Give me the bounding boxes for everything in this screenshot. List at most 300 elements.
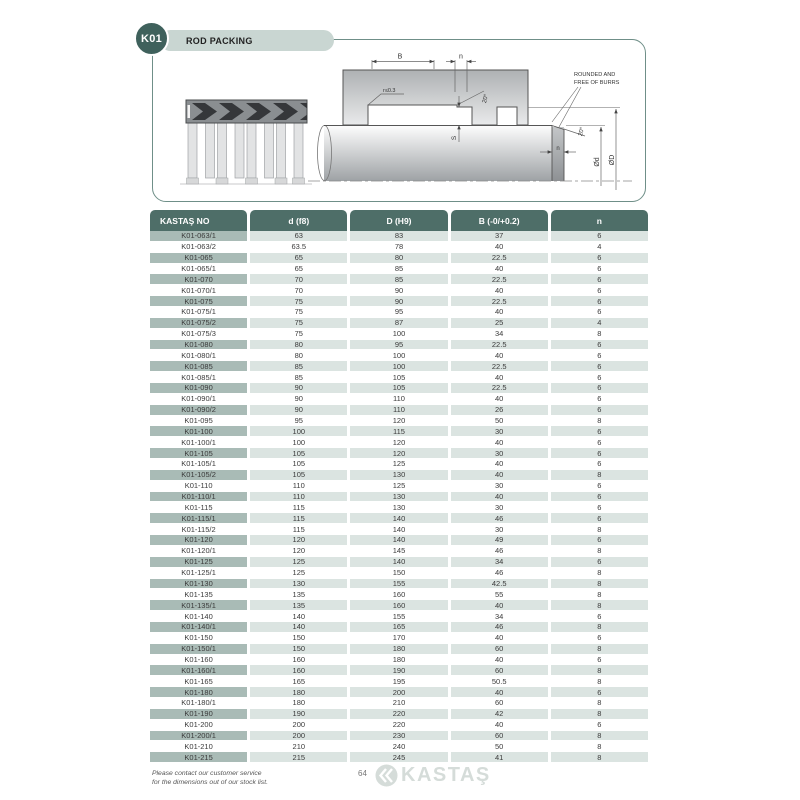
kastas-logo-icon bbox=[374, 763, 399, 788]
table-row bbox=[150, 470, 648, 481]
part-number-cell: K01-215 bbox=[150, 752, 247, 763]
value-cell: 135 bbox=[250, 589, 347, 600]
kastas-logo-text: KASTAŞ bbox=[401, 764, 491, 786]
value-cell: 8 bbox=[551, 741, 648, 752]
table-row bbox=[150, 459, 648, 470]
page-number: 64 bbox=[358, 769, 367, 778]
value-cell: 155 bbox=[350, 611, 447, 622]
n-right-label: n bbox=[556, 146, 560, 152]
value-cell: 6 bbox=[551, 481, 648, 492]
part-number-cell: K01-095 bbox=[150, 416, 247, 427]
value-cell: 95 bbox=[250, 416, 347, 427]
table-row bbox=[150, 307, 648, 318]
rod-diameter-label: Ød bbox=[594, 157, 601, 167]
value-cell: 8 bbox=[551, 709, 648, 720]
value-cell: 30 bbox=[451, 524, 548, 535]
part-number-cell: K01-063/1 bbox=[150, 231, 247, 242]
value-cell: 26 bbox=[451, 405, 548, 416]
value-cell: 6 bbox=[551, 350, 648, 361]
value-cell: 160 bbox=[250, 655, 347, 666]
value-cell: 140 bbox=[350, 513, 447, 524]
value-cell: 120 bbox=[350, 416, 447, 427]
part-number-cell: K01-080 bbox=[150, 340, 247, 351]
table-row bbox=[150, 426, 648, 437]
value-cell: 83 bbox=[350, 231, 447, 242]
value-cell: 46 bbox=[451, 546, 548, 557]
value-cell: 30 bbox=[451, 426, 548, 437]
table-row bbox=[150, 481, 648, 492]
rounded-note-leaders bbox=[552, 87, 581, 127]
part-number-cell: K01-140/1 bbox=[150, 622, 247, 633]
value-cell: 220 bbox=[350, 720, 447, 731]
table-row bbox=[150, 405, 648, 416]
value-cell: 6 bbox=[551, 557, 648, 568]
rounded-note-line1: ROUNDED AND bbox=[574, 72, 616, 78]
value-cell: 40 bbox=[451, 372, 548, 383]
value-cell: 6 bbox=[551, 611, 648, 622]
table-row bbox=[150, 513, 648, 524]
value-cell: 8 bbox=[551, 416, 648, 427]
table-row bbox=[150, 622, 648, 633]
value-cell: 150 bbox=[250, 644, 347, 655]
value-cell: 4 bbox=[551, 242, 648, 253]
value-cell: 105 bbox=[350, 383, 447, 394]
value-cell: 40 bbox=[451, 437, 548, 448]
value-cell: 195 bbox=[350, 676, 447, 687]
value-cell: 8 bbox=[551, 470, 648, 481]
column-header-4: n bbox=[551, 210, 648, 231]
value-cell: 110 bbox=[250, 492, 347, 503]
part-number-cell: K01-140 bbox=[150, 611, 247, 622]
value-cell: 120 bbox=[350, 437, 447, 448]
value-cell: 34 bbox=[451, 557, 548, 568]
value-cell: 100 bbox=[350, 361, 447, 372]
value-cell: 6 bbox=[551, 502, 648, 513]
value-cell: 6 bbox=[551, 285, 648, 296]
table-row bbox=[150, 557, 648, 568]
part-number-cell: K01-070/1 bbox=[150, 285, 247, 296]
value-cell: 60 bbox=[451, 644, 548, 655]
value-cell: 87 bbox=[350, 318, 447, 329]
value-cell: 63.5 bbox=[250, 242, 347, 253]
value-cell: 40 bbox=[451, 242, 548, 253]
part-number-cell: K01-075/3 bbox=[150, 329, 247, 340]
value-cell: 100 bbox=[250, 437, 347, 448]
table-row bbox=[150, 318, 648, 329]
value-cell: 49 bbox=[451, 535, 548, 546]
value-cell: 50.5 bbox=[451, 676, 548, 687]
value-cell: 160 bbox=[250, 665, 347, 676]
value-cell: 60 bbox=[451, 698, 548, 709]
part-number-cell: K01-080/1 bbox=[150, 350, 247, 361]
value-cell: 34 bbox=[451, 611, 548, 622]
part-number-cell: K01-085/1 bbox=[150, 372, 247, 383]
value-cell: 42 bbox=[451, 709, 548, 720]
part-number-cell: K01-105/2 bbox=[150, 470, 247, 481]
part-number-cell: K01-100/1 bbox=[150, 437, 247, 448]
value-cell: 85 bbox=[250, 361, 347, 372]
part-number-cell: K01-135 bbox=[150, 589, 247, 600]
table-row bbox=[150, 394, 648, 405]
value-cell: 4 bbox=[551, 318, 648, 329]
table-row bbox=[150, 698, 648, 709]
value-cell: 8 bbox=[551, 329, 648, 340]
part-number-cell: K01-125 bbox=[150, 557, 247, 568]
part-number-cell: K01-135/1 bbox=[150, 600, 247, 611]
table-row bbox=[150, 361, 648, 372]
value-cell: 115 bbox=[250, 502, 347, 513]
value-cell: 130 bbox=[350, 492, 447, 503]
part-number-cell: K01-090/2 bbox=[150, 405, 247, 416]
part-number-cell: K01-075/2 bbox=[150, 318, 247, 329]
table-row bbox=[150, 535, 648, 546]
part-number-cell: K01-150/1 bbox=[150, 644, 247, 655]
value-cell: 6 bbox=[551, 448, 648, 459]
value-cell: 6 bbox=[551, 535, 648, 546]
value-cell: 46 bbox=[451, 568, 548, 579]
part-number-cell: K01-165 bbox=[150, 676, 247, 687]
part-number-cell: K01-150 bbox=[150, 633, 247, 644]
value-cell: 110 bbox=[350, 405, 447, 416]
value-cell: 42.5 bbox=[451, 579, 548, 590]
value-cell: 40 bbox=[451, 687, 548, 698]
housing bbox=[343, 70, 528, 125]
value-cell: 190 bbox=[250, 709, 347, 720]
value-cell: 40 bbox=[451, 470, 548, 481]
value-cell: 6 bbox=[551, 231, 648, 242]
groove-angle-label: 20° bbox=[481, 93, 491, 104]
value-cell: 40 bbox=[451, 350, 548, 361]
value-cell: 6 bbox=[551, 459, 648, 470]
value-cell: 37 bbox=[451, 231, 548, 242]
value-cell: 8 bbox=[551, 676, 648, 687]
column-header-3: B (-0/+0.2) bbox=[451, 210, 548, 231]
value-cell: 115 bbox=[250, 513, 347, 524]
value-cell: 150 bbox=[350, 568, 447, 579]
table-body bbox=[150, 231, 648, 763]
table-row bbox=[150, 709, 648, 720]
value-cell: 40 bbox=[451, 600, 548, 611]
table-row bbox=[150, 644, 648, 655]
value-cell: 30 bbox=[451, 448, 548, 459]
rod bbox=[324, 126, 552, 182]
value-cell: 40 bbox=[451, 655, 548, 666]
part-number-cell: K01-115/2 bbox=[150, 524, 247, 535]
part-number-cell: K01-210 bbox=[150, 741, 247, 752]
table-row bbox=[150, 676, 648, 687]
value-cell: 22.5 bbox=[451, 274, 548, 285]
value-cell: 180 bbox=[350, 655, 447, 666]
packing-set-illustration bbox=[180, 100, 325, 184]
value-cell: 22.5 bbox=[451, 383, 548, 394]
value-cell: 140 bbox=[350, 524, 447, 535]
value-cell: 100 bbox=[350, 329, 447, 340]
table-row bbox=[150, 731, 648, 742]
b-dim-label: B bbox=[397, 53, 403, 61]
value-cell: 50 bbox=[451, 416, 548, 427]
table-row bbox=[150, 296, 648, 307]
value-cell: 55 bbox=[451, 589, 548, 600]
technical-drawing bbox=[150, 40, 650, 205]
value-cell: 120 bbox=[350, 448, 447, 459]
part-number-cell: K01-100 bbox=[150, 426, 247, 437]
value-cell: 160 bbox=[350, 589, 447, 600]
value-cell: 6 bbox=[551, 340, 648, 351]
value-cell: 22.5 bbox=[451, 296, 548, 307]
part-number-cell: K01-125/1 bbox=[150, 568, 247, 579]
value-cell: 210 bbox=[250, 741, 347, 752]
value-cell: 65 bbox=[250, 253, 347, 264]
value-cell: 130 bbox=[350, 470, 447, 481]
part-number-cell: K01-200/1 bbox=[150, 731, 247, 742]
value-cell: 95 bbox=[350, 340, 447, 351]
kastas-logo bbox=[374, 763, 491, 788]
b-dimension bbox=[372, 60, 434, 69]
value-cell: 120 bbox=[250, 546, 347, 557]
table-row bbox=[150, 231, 648, 242]
value-cell: 60 bbox=[451, 731, 548, 742]
value-cell: 8 bbox=[551, 600, 648, 611]
part-number-cell: K01-070 bbox=[150, 274, 247, 285]
part-number-cell: K01-065/1 bbox=[150, 264, 247, 275]
table-row bbox=[150, 329, 648, 340]
value-cell: 8 bbox=[551, 731, 648, 742]
part-number-cell: K01-120 bbox=[150, 535, 247, 546]
value-cell: 40 bbox=[451, 307, 548, 318]
footer-note-line2: for the dimensions out of our stock list. bbox=[152, 779, 268, 786]
value-cell: 210 bbox=[350, 698, 447, 709]
part-number-cell: K01-120/1 bbox=[150, 546, 247, 557]
value-cell: 90 bbox=[350, 285, 447, 296]
value-cell: 6 bbox=[551, 720, 648, 731]
part-number-cell: K01-110 bbox=[150, 481, 247, 492]
table-row bbox=[150, 274, 648, 285]
value-cell: 34 bbox=[451, 329, 548, 340]
value-cell: 165 bbox=[350, 622, 447, 633]
table-row bbox=[150, 502, 648, 513]
value-cell: 40 bbox=[451, 459, 548, 470]
value-cell: 155 bbox=[350, 579, 447, 590]
table-row bbox=[150, 242, 648, 253]
value-cell: 105 bbox=[250, 448, 347, 459]
value-cell: 75 bbox=[250, 296, 347, 307]
column-header-1: d (f8) bbox=[250, 210, 347, 231]
value-cell: 125 bbox=[350, 481, 447, 492]
part-number-cell: K01-075/1 bbox=[150, 307, 247, 318]
table-row bbox=[150, 546, 648, 557]
value-cell: 190 bbox=[350, 665, 447, 676]
table-row bbox=[150, 665, 648, 676]
value-cell: 95 bbox=[350, 307, 447, 318]
value-cell: 40 bbox=[451, 285, 548, 296]
part-number-cell: K01-105 bbox=[150, 448, 247, 459]
table-row bbox=[150, 372, 648, 383]
value-cell: 170 bbox=[350, 633, 447, 644]
value-cell: 150 bbox=[250, 633, 347, 644]
table-row bbox=[150, 633, 648, 644]
part-number-cell: K01-105/1 bbox=[150, 459, 247, 470]
value-cell: 70 bbox=[250, 285, 347, 296]
value-cell: 130 bbox=[250, 579, 347, 590]
table-row bbox=[150, 720, 648, 731]
value-cell: 200 bbox=[250, 720, 347, 731]
value-cell: 6 bbox=[551, 513, 648, 524]
part-number-cell: K01-063/2 bbox=[150, 242, 247, 253]
part-number-cell: K01-110/1 bbox=[150, 492, 247, 503]
value-cell: 6 bbox=[551, 253, 648, 264]
chamfer-angle-label: 20° bbox=[577, 126, 587, 137]
value-cell: 180 bbox=[350, 644, 447, 655]
value-cell: 6 bbox=[551, 492, 648, 503]
value-cell: 46 bbox=[451, 513, 548, 524]
value-cell: 245 bbox=[350, 752, 447, 763]
value-cell: 200 bbox=[350, 687, 447, 698]
value-cell: 180 bbox=[250, 698, 347, 709]
value-cell: 120 bbox=[250, 535, 347, 546]
value-cell: 105 bbox=[250, 470, 347, 481]
value-cell: 40 bbox=[451, 264, 548, 275]
value-cell: 105 bbox=[250, 459, 347, 470]
table-header bbox=[150, 210, 648, 231]
footer-note-line1: Please contact our customer service bbox=[152, 770, 262, 777]
value-cell: 140 bbox=[350, 557, 447, 568]
value-cell: 8 bbox=[551, 524, 648, 535]
table-row bbox=[150, 383, 648, 394]
table-row bbox=[150, 687, 648, 698]
value-cell: 6 bbox=[551, 274, 648, 285]
table-row bbox=[150, 492, 648, 503]
value-cell: 63 bbox=[250, 231, 347, 242]
value-cell: 22.5 bbox=[451, 340, 548, 351]
table-row bbox=[150, 655, 648, 666]
part-number-cell: K01-075 bbox=[150, 296, 247, 307]
value-cell: 100 bbox=[250, 426, 347, 437]
value-cell: 115 bbox=[350, 426, 447, 437]
value-cell: 90 bbox=[250, 383, 347, 394]
dimensions-table bbox=[150, 210, 648, 763]
table-row bbox=[150, 524, 648, 535]
value-cell: 40 bbox=[451, 633, 548, 644]
table-row bbox=[150, 350, 648, 361]
value-cell: 140 bbox=[250, 611, 347, 622]
value-cell: 8 bbox=[551, 589, 648, 600]
table-row bbox=[150, 600, 648, 611]
value-cell: 6 bbox=[551, 296, 648, 307]
value-cell: 70 bbox=[250, 274, 347, 285]
part-number-cell: K01-090 bbox=[150, 383, 247, 394]
value-cell: 230 bbox=[350, 731, 447, 742]
value-cell: 22.5 bbox=[451, 253, 548, 264]
part-number-cell: K01-130 bbox=[150, 579, 247, 590]
value-cell: 6 bbox=[551, 687, 648, 698]
value-cell: 30 bbox=[451, 481, 548, 492]
table-row bbox=[150, 437, 648, 448]
table-row bbox=[150, 285, 648, 296]
table-row bbox=[150, 568, 648, 579]
packing-rings bbox=[187, 123, 305, 184]
value-cell: 75 bbox=[250, 329, 347, 340]
table-row bbox=[150, 611, 648, 622]
value-cell: 215 bbox=[250, 752, 347, 763]
value-cell: 6 bbox=[551, 372, 648, 383]
rounded-note-line2: FREE OF BURRS bbox=[574, 80, 620, 86]
part-number-cell: K01-115 bbox=[150, 502, 247, 513]
column-header-2: D (H9) bbox=[350, 210, 447, 231]
value-cell: 41 bbox=[451, 752, 548, 763]
table-row bbox=[150, 579, 648, 590]
value-cell: 130 bbox=[350, 502, 447, 513]
value-cell: 6 bbox=[551, 437, 648, 448]
value-cell: 30 bbox=[451, 502, 548, 513]
part-number-cell: K01-065 bbox=[150, 253, 247, 264]
value-cell: 115 bbox=[250, 524, 347, 535]
value-cell: 8 bbox=[551, 698, 648, 709]
value-cell: 125 bbox=[250, 557, 347, 568]
table-row bbox=[150, 416, 648, 427]
value-cell: 40 bbox=[451, 394, 548, 405]
value-cell: 60 bbox=[451, 665, 548, 676]
part-number-cell: K01-160/1 bbox=[150, 665, 247, 676]
value-cell: 80 bbox=[350, 253, 447, 264]
footer-note bbox=[152, 769, 332, 787]
value-cell: 8 bbox=[551, 568, 648, 579]
value-cell: 6 bbox=[551, 307, 648, 318]
value-cell: 220 bbox=[350, 709, 447, 720]
column-header-0: KASTAŞ NO bbox=[150, 210, 247, 231]
n-top-label: n bbox=[459, 53, 463, 61]
value-cell: 125 bbox=[250, 568, 347, 579]
value-cell: 90 bbox=[250, 394, 347, 405]
value-cell: 8 bbox=[551, 579, 648, 590]
value-cell: 6 bbox=[551, 361, 648, 372]
part-number-cell: K01-190 bbox=[150, 709, 247, 720]
value-cell: 22.5 bbox=[451, 361, 548, 372]
part-number-cell: K01-180/1 bbox=[150, 698, 247, 709]
value-cell: 8 bbox=[551, 644, 648, 655]
value-cell: 6 bbox=[551, 383, 648, 394]
table-row bbox=[150, 340, 648, 351]
value-cell: 46 bbox=[451, 622, 548, 633]
page-title: ROD PACKING bbox=[186, 35, 253, 46]
value-cell: 8 bbox=[551, 665, 648, 676]
value-cell: 65 bbox=[250, 264, 347, 275]
value-cell: 6 bbox=[551, 264, 648, 275]
value-cell: 75 bbox=[250, 318, 347, 329]
value-cell: 135 bbox=[250, 600, 347, 611]
value-cell: 80 bbox=[250, 350, 347, 361]
table-row bbox=[150, 448, 648, 459]
value-cell: 180 bbox=[250, 687, 347, 698]
radius-note: r≤0.3 bbox=[383, 88, 396, 94]
value-cell: 6 bbox=[551, 405, 648, 416]
chevron-band bbox=[186, 100, 325, 123]
value-cell: 8 bbox=[551, 752, 648, 763]
value-cell: 50 bbox=[451, 741, 548, 752]
value-cell: 140 bbox=[250, 622, 347, 633]
value-cell: 85 bbox=[350, 264, 447, 275]
table-row bbox=[150, 741, 648, 752]
value-cell: 90 bbox=[250, 405, 347, 416]
value-cell: 6 bbox=[551, 426, 648, 437]
value-cell: 6 bbox=[551, 633, 648, 644]
value-cell: 85 bbox=[350, 274, 447, 285]
value-cell: 200 bbox=[250, 731, 347, 742]
value-cell: 140 bbox=[350, 535, 447, 546]
table-row bbox=[150, 589, 648, 600]
value-cell: 78 bbox=[350, 242, 447, 253]
value-cell: 6 bbox=[551, 394, 648, 405]
table-row bbox=[150, 752, 648, 763]
